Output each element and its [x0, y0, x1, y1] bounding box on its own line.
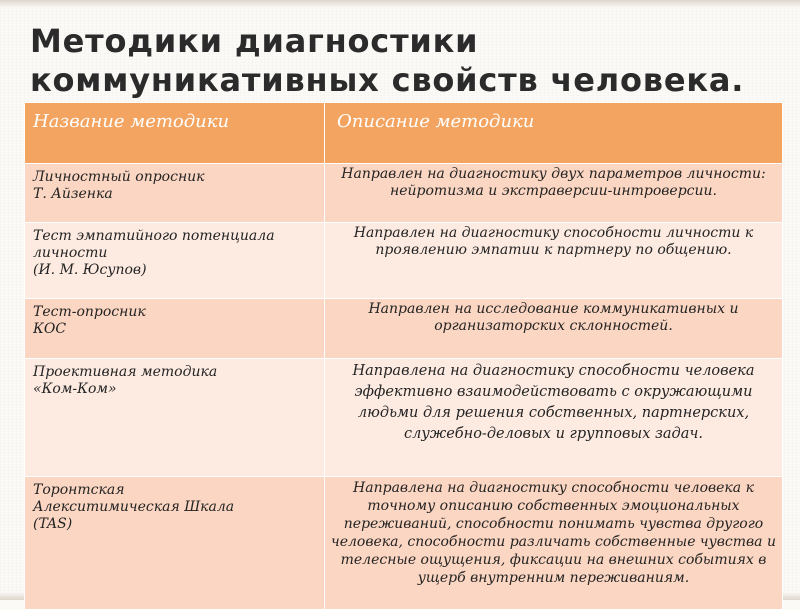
- slide-title: [30, 22, 770, 100]
- methods-table: [24, 102, 783, 610]
- method-name-line: Проективная методика: [33, 364, 218, 380]
- table-row: [25, 299, 783, 359]
- table-row: [25, 477, 783, 610]
- method-description-cell: Направлен на диагностику двух параметров личности: нейротизма и экстраверсии-интроверсии.: [325, 164, 783, 223]
- method-name-line: «Ком-Ком»: [33, 381, 117, 397]
- table-header-row: [25, 103, 783, 164]
- method-name-line: Личностный опросник: [33, 169, 205, 185]
- method-name-line: личности: [33, 245, 108, 261]
- method-description-cell: Направлена на диагностику способности человека к точному описанию собственных эмоциональных переживаний, способности понимать чувства другого человека, способности различать собственные чувства и телесные ощущения, фиксации на внешних событиях в ущерб внутренним переживаниям.: [325, 477, 783, 610]
- slide-title-line-2: коммуникативных свойств человека.: [30, 61, 745, 99]
- method-name-line: (TAS): [33, 516, 73, 532]
- table-row: [25, 164, 783, 223]
- method-name-line: Торонтская: [33, 482, 125, 498]
- method-name-cell: [25, 299, 325, 359]
- method-name-line: (И. М. Юсупов): [33, 262, 147, 278]
- method-name-cell: [25, 164, 325, 223]
- method-name-line: Т. Айзенка: [33, 186, 113, 202]
- slide-title-line-1: Методики диагностики: [30, 22, 479, 60]
- slide-top-edge: [0, 0, 800, 8]
- header-method-name: Название методики: [25, 103, 325, 164]
- method-name-cell: [25, 477, 325, 610]
- method-name-cell: [25, 223, 325, 299]
- method-name-line: Тест-опросник: [33, 304, 146, 320]
- method-name-line: Алекситимическая Шкала: [33, 499, 235, 515]
- method-name-cell: [25, 359, 325, 477]
- method-description-cell: Направлен на исследование коммуникативных и организаторских склонностей.: [325, 299, 783, 359]
- table-row: [25, 223, 783, 299]
- header-method-description: Описание методики: [325, 103, 783, 164]
- method-name-line: Тест эмпатийного потенциала: [33, 228, 275, 244]
- method-name-line: КОС: [33, 321, 67, 337]
- table-row: [25, 359, 783, 477]
- method-description-cell: Направлена на диагностику способности человека эффективно взаимодействовать с окружающими людьми для решения собственных, партнерских, служебно-деловых и групповых задач.: [325, 359, 783, 477]
- method-description-cell: Направлен на диагностику способности личности к проявлению эмпатии к партнеру по общению.: [325, 223, 783, 299]
